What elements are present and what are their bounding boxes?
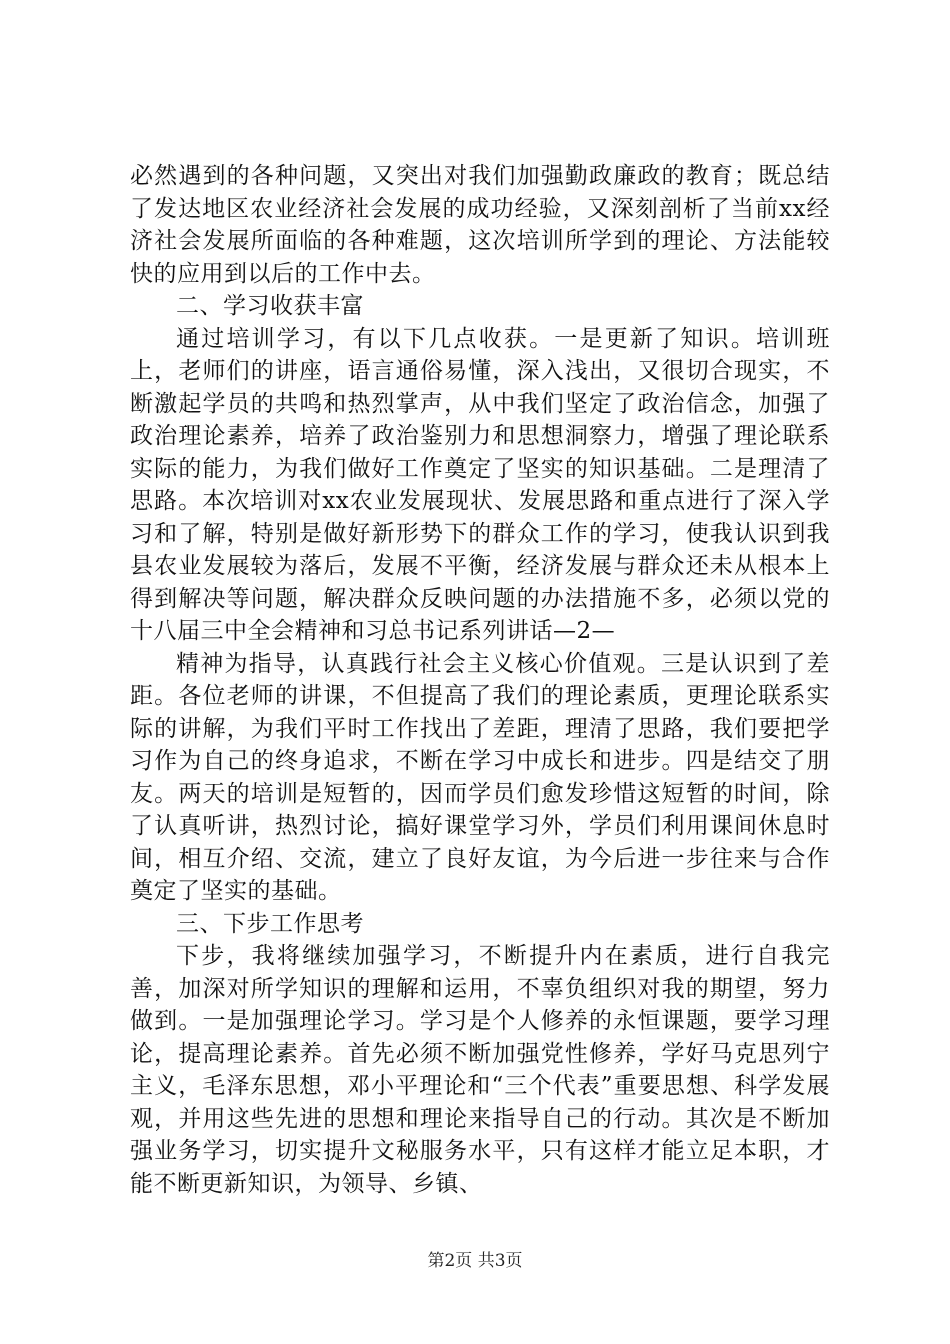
document-body	[130, 160, 830, 1200]
paragraph-gains-continued: 精神为指导，认真践行社会主义核心价值观。三是认识到了差距。各位老师的讲课，不但提高了我们的理论素质，更理论联系实际的讲解，为我们平时工作找出了差距，理清了思路，我们要把学习作为自己的终身追求，不断在学习中成长和进步。四是结交了朋友。两天的培训是短暂的，因而学员们愈发珍惜这短暂的时间，除了认真听讲，热烈讨论，搞好课堂学习外，学员们利用课间休息时间，相互介绍、交流，建立了良好友谊，为今后进一步往来与合作奠定了坚实的基础。	[130, 650, 830, 904]
paragraph-continuation: 必然遇到的各种问题，又突出对我们加强勤政廉政的教育；既总结了发达地区农业经济社会发展的成功经验，又深刻剖析了当前xx经济社会发展所面临的各种难题，这次培训所学到的理论、方法能较快的应用到以后的工作中去。	[130, 163, 830, 287]
page-footer: 第2页 共3页	[427, 1251, 523, 1271]
paragraph-next-steps: 下步，我将继续加强学习，不断提升内在素质，进行自我完善，加深对所学知识的理解和运用，不辜负组织对我的期望，努力做到。一是加强理论学习。学习是个人修养的永恒课题，要学习理论，提高理论素养。首先必须不断加强党性修养，学好马克思列宁主义，毛泽东思想，邓小平理论和“三个代表”重要思想、科学发展观，并用这些先进的思想和理论来指导自己的行动。其次是不断加强业务学习，切实提升文秘服务水平，只有这样才能立足本职，才能不断更新知识，为领导、乡镇、	[130, 943, 830, 1197]
paragraph-gains: 通过培训学习，有以下几点收获。一是更新了知识。培训班上，老师们的讲座，语言通俗易懂，深入浅出，又很切合现实，不断激起学员的共鸣和热烈掌声，从中我们坚定了政治信念，加强了政治理论素养，培养了政治鉴别力和思想洞察力，增强了理论联系实际的能力，为我们做好工作奠定了坚实的知识基础。二是理清了思路。本次培训对xx农业发展现状、发展思路和重点进行了深入学习和了解，特别是做好新形势下的群众工作的学习，使我认识到我县农业发展较为落后，发展不平衡，经济发展与群众还未从根本上得到解决等问题，解决群众反映问题的办法措施不多，必须以党的十八届三中全会精神和习总书记系列讲话—2—	[130, 325, 830, 644]
section-heading-3: 三、下步工作思考	[176, 910, 364, 937]
section-heading-2: 二、学习收获丰富	[176, 293, 364, 319]
